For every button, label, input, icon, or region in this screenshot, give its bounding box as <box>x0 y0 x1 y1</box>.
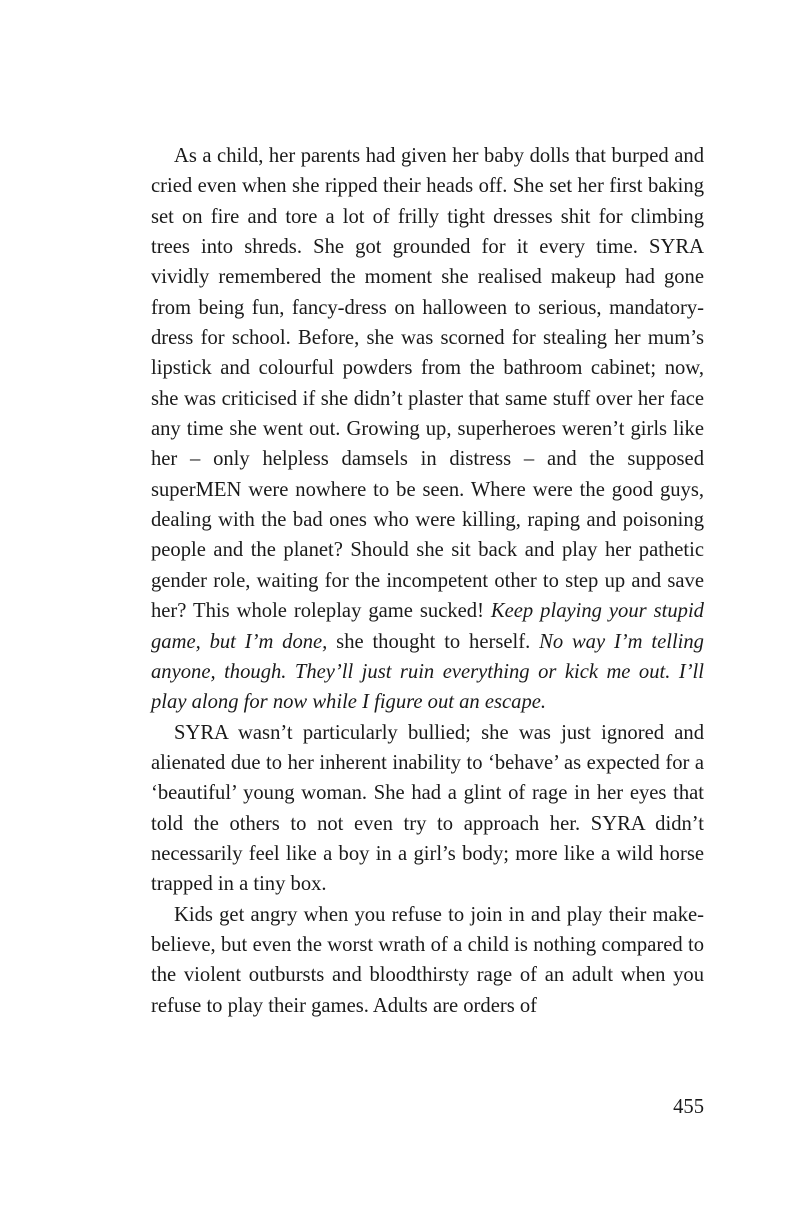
paragraph-1-text-2: she thought to herself. <box>327 630 540 653</box>
page-number: 455 <box>673 1096 704 1118</box>
paragraph-3-text: Kids get angry when you refuse to join in and play their make-believe, but even the worst wrath of a child is nothing compared to the violent outbursts and bloodthirsty rage of an adult when you refuse to play their games. Adults are orders of <box>151 903 704 1017</box>
paragraph-1 <box>151 141 704 718</box>
paragraph-1-italic-1: Keep playing your stupid game, but I’m done, <box>151 600 704 653</box>
paragraph-1-text-1: As a child, her parents had given her baby dolls that burped and cried even when she ripped their heads off. She set her first baking set on fire and tore a lot of frilly tight dresses shit for climbing trees into shreds. She got grounded for it every time. SYRA vividly remembered the moment she realised makeup had gone from being fun, fancy-dress on halloween to serious, mandatory-dress for school. Before, she was scorned for stealing her mum’s lipstick and colourful powders from the bathroom cabinet; now, she was criticised if she didn’t plaster that same stuff over her face any time she went out. Growing up, superheroes weren’t girls like her – only helpless damsels in distress – and the supposed superMEN were nowhere to be seen. Where were the good guys, dealing with the bad ones who were killing, raping and poisoning people and the planet? Should she sit back and play her pathetic gender role, waiting for the incompetent other to step up and save her? This whole roleplay game sucked! <box>151 145 704 623</box>
paragraph-3 <box>151 900 704 1021</box>
paragraph-2-text: SYRA wasn’t particularly bullied; she was just ignored and alienated due to her inherent inability to ‘behave’ as expected for a ‘beautiful’ young woman. She had a glint of rage in her eyes that told the others to not even try to approach her. SYRA didn’t necessarily feel like a boy in a girl’s body; more like a wild horse trapped in a tiny box. <box>151 721 704 896</box>
paragraph-1-italic-2: No way I’m telling anyone, though. They’ll just ruin everything or kick me out. I’ll play along for now while I figure out an escape. <box>151 630 704 714</box>
page-body <box>151 141 704 1021</box>
paragraph-2 <box>151 718 704 900</box>
